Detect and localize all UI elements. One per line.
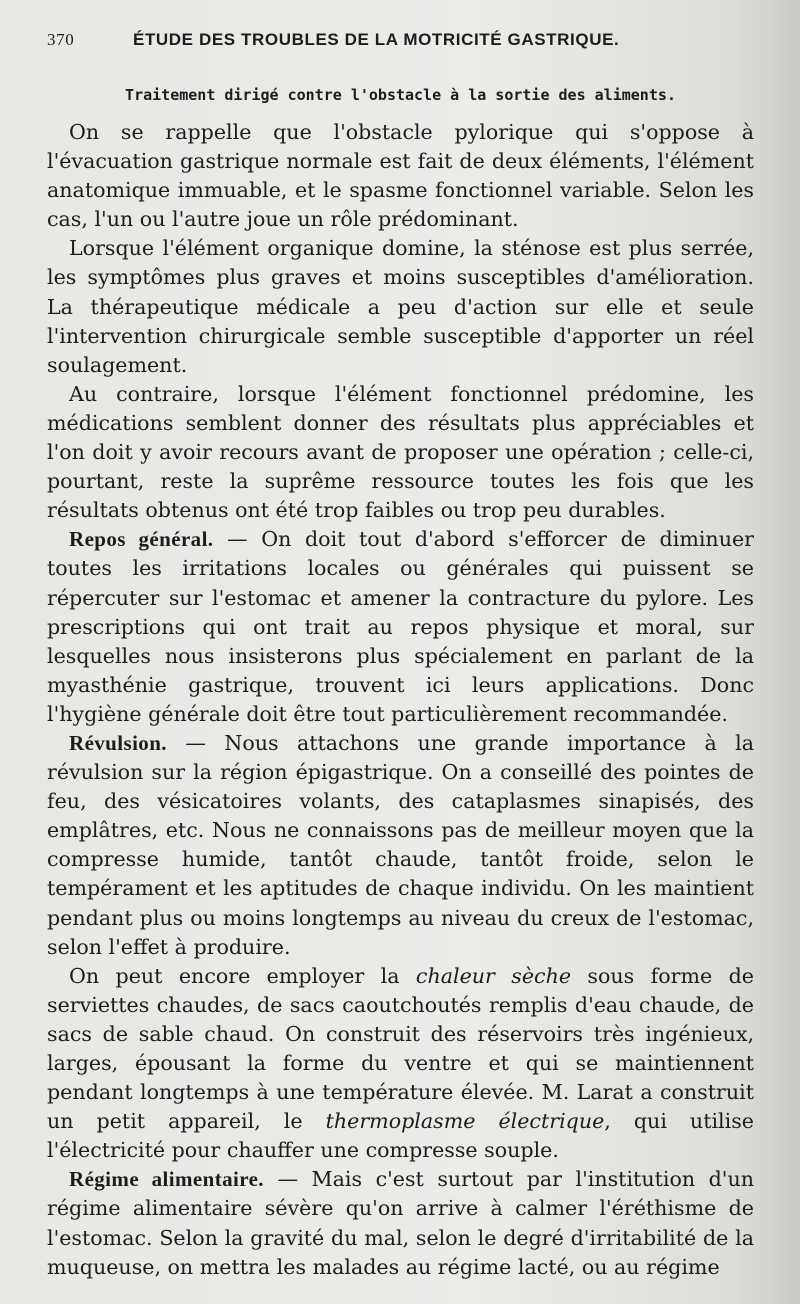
paragraph-text: — On doit tout d'abord s'efforcer de diminuer toutes les irritations locales ou générales qui puissent se répercuter sur l'estomac et amener la contracture du pylore. Les prescriptions qui ont trait au repos physique et moral, sur lesquelles nous insisterons plus spécialement en parlant de la myasthénie gastrique, trouvent ici leurs applications. Donc l'hygiène générale doit être tout particulièrement recommandée. xyxy=(47,527,754,726)
italic-term: chaleur sèche xyxy=(415,963,572,988)
paragraph-lead-heading: Révulsion. xyxy=(69,730,167,755)
paragraph-text: — Mais c'est surtout par l'institution d'un régime alimentaire sévère qu'on arrive à calmer l'éréthisme de l'estomac. Selon la gravité du mal, selon le degré d'irritabilité de la muqueuse, on mettra les malades au régime lacté, ou au régime xyxy=(47,1167,754,1279)
body-text xyxy=(47,118,754,1282)
paragraph-lead-heading: Repos général. xyxy=(69,527,214,552)
running-header xyxy=(47,30,754,62)
page-number: 370 xyxy=(47,30,75,49)
paragraph-chaleur-seche xyxy=(47,962,754,1166)
paragraph-text: On peut encore employer la xyxy=(69,963,416,988)
paragraph-lead-heading: Régime alimentaire. xyxy=(69,1167,264,1192)
running-title: ÉTUDE DES TROUBLES DE LA MOTRICITÉ GASTRIQUE. xyxy=(133,30,620,49)
paragraph-text: , qui utilise l'électricité pour chauffer une compresse souple. xyxy=(47,1109,754,1163)
italic-term: thermoplasme électrique xyxy=(325,1109,605,1134)
paragraph-revulsion xyxy=(47,729,754,962)
paragraph-text: sous forme de serviettes chaudes, de sacs caoutchoutés remplis d'eau chaude, de sacs de sable chaud. On construit des réservoirs très ingénieux, larges, épousant la forme du ventre et qui se maintiennent pendant longtemps à une température élevée. M. Larat a construit un petit appareil, le xyxy=(47,963,754,1134)
paragraph-regime-alimentaire xyxy=(47,1165,754,1281)
paragraph-text: — Nous attachons une grande importance à la révulsion sur la région épigastrique. On a conseillé des pointes de feu, des vésicatoires volants, des cataplasmes sinapisés, des emplâtres, etc. Nous ne connaissons pas de meilleur moyen que la compresse humide, tantôt chaude, tantôt froide, selon le tempérament et les aptitudes de chaque individu. On les maintient pendant plus ou moins longtemps au niveau du creux de l'estomac, selon l'effet à produire. xyxy=(47,730,754,959)
section-heading: Traitement dirigé contre l'obstacle à la sortie des aliments. xyxy=(125,86,676,104)
paragraph: On se rappelle que l'obstacle pylorique qui s'oppose à l'évacuation gastrique normale est fait de deux éléments, l'élément anatomique immuable, et le spasme fonctionnel variable. Selon les cas, l'un ou l'autre joue un rôle prédominant. xyxy=(47,120,754,232)
paragraph: Lorsque l'élément organique domine, la sténose est plus serrée, les symptômes plus graves et moins susceptibles d'amélioration. La thérapeutique médicale a peu d'action sur elle et seule l'intervention chirurgicale semble susceptible d'apporter un réel soulagement. xyxy=(47,236,754,377)
paragraph: Au contraire, lorsque l'élément fonctionnel prédomine, les médications semblent donner des résultats plus appréciables et l'on doit y avoir recours avant de proposer une opération ; celle-ci, pourtant, reste la suprême ressource toutes les fois que les résultats obtenus ont été trop faibles ou trop peu durables. xyxy=(47,381,754,523)
paragraph-repos-general xyxy=(47,525,754,729)
